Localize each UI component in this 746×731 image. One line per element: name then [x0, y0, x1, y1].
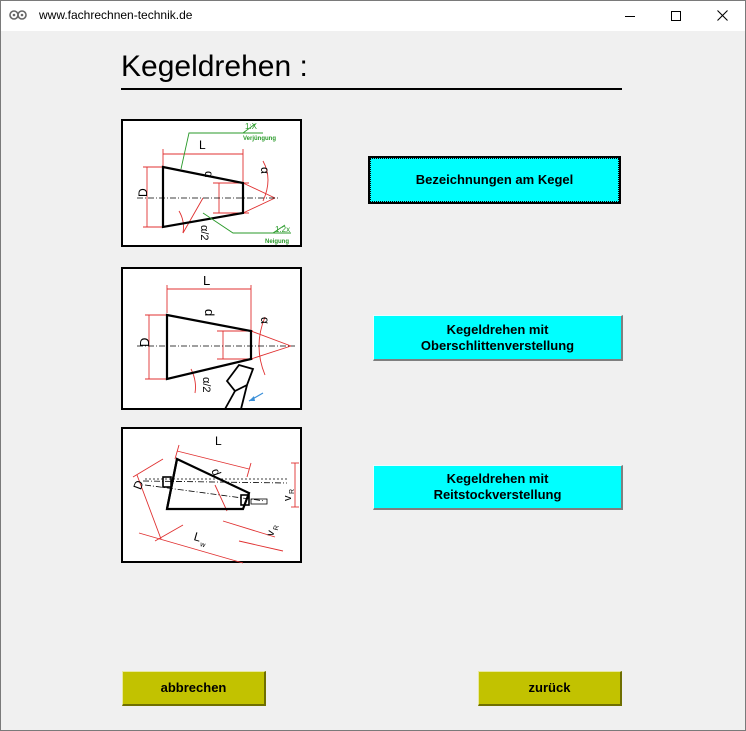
offset-subscript: R	[289, 488, 296, 494]
length-label: L	[203, 273, 211, 288]
small-diameter-label: d	[208, 466, 224, 478]
tailstock-offset-button[interactable]	[373, 465, 623, 510]
small-diameter-label: d	[202, 309, 217, 317]
workpiece-length-label: L	[192, 529, 203, 545]
back-button[interactable]	[478, 671, 622, 706]
length-label: L	[199, 138, 206, 152]
large-diameter-label: D	[137, 337, 152, 347]
maximize-icon	[671, 11, 681, 21]
tailstock-offset-diagram[interactable]	[121, 427, 302, 563]
cone-designations-button-label: Bezeichnungen am Kegel	[415, 172, 574, 187]
small-diameter-label: d	[202, 171, 216, 178]
minimize-button[interactable]	[607, 0, 653, 31]
minimize-icon	[625, 11, 635, 21]
compound-slide-button[interactable]	[373, 315, 623, 361]
tailstock-offset-button-line1: Kegeldrehen mit	[446, 471, 549, 486]
cone-designations-button[interactable]	[370, 158, 619, 202]
back-button-label: zurück	[528, 680, 571, 695]
window-title: www.fachrechnen-technik.de	[39, 8, 193, 22]
taper-word-label: Verjüngung	[243, 136, 276, 142]
offset-label-2: v	[264, 529, 278, 538]
title-bar	[0, 0, 746, 31]
cancel-button[interactable]	[122, 671, 266, 706]
slope-label: 1:2x	[275, 225, 291, 234]
large-diameter-label: D	[136, 188, 150, 197]
angle-label: α	[258, 317, 272, 324]
close-icon	[717, 10, 728, 21]
offset-label: v	[282, 495, 294, 501]
slope-word-label: Neigung	[265, 239, 289, 245]
tailstock-offset-button-line2: Reitstockverstellung	[433, 487, 562, 502]
large-diameter-label: D	[130, 478, 147, 492]
maximize-button[interactable]	[653, 0, 699, 31]
length-label: L	[215, 434, 222, 448]
title-underline	[121, 88, 622, 90]
taper-label: 1:X	[245, 122, 258, 131]
compound-slide-button-line2: Oberschlittenverstellung	[420, 337, 575, 353]
half-angle-label: α/2	[200, 377, 212, 393]
app-gears-icon	[9, 9, 27, 21]
compound-slide-button-line1: Kegeldrehen mit	[446, 321, 549, 337]
half-angle-label: α/2	[198, 225, 210, 241]
cancel-button-label: abbrechen	[160, 680, 227, 695]
angle-label: α	[258, 167, 272, 174]
workpiece-length-subscript: w	[199, 541, 206, 550]
page-title: Kegeldrehen :	[121, 50, 308, 83]
cone-designations-diagram[interactable]	[121, 119, 302, 247]
close-button[interactable]	[699, 0, 745, 31]
compound-slide-diagram[interactable]	[121, 267, 302, 410]
offset-subscript-2: R	[272, 524, 281, 532]
